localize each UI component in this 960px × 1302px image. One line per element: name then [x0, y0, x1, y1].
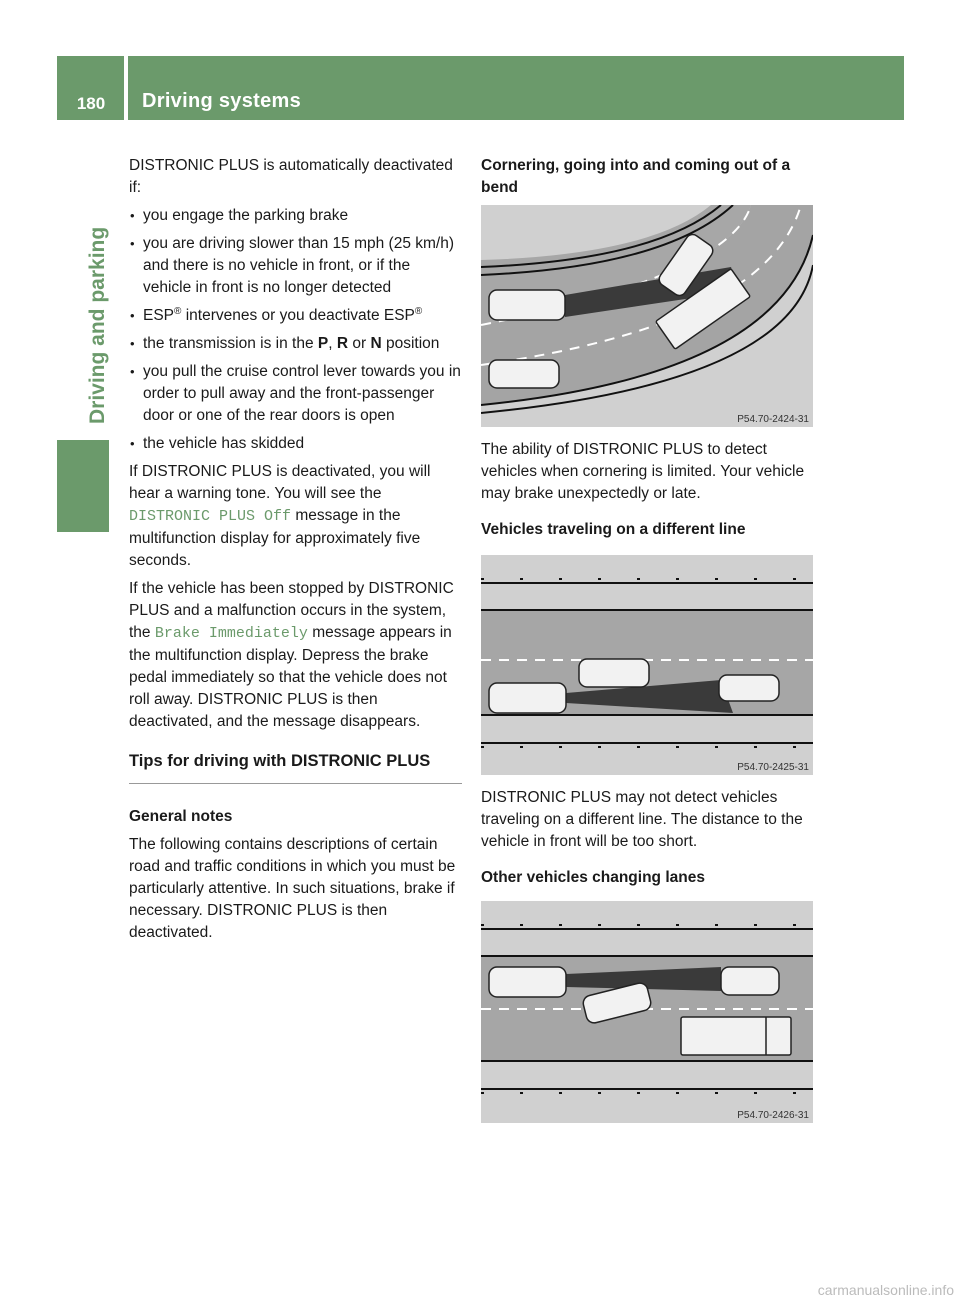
figure-code: P54.70-2426-31 — [737, 1110, 809, 1121]
malfunction-text: If the vehicle has been stopped by DISTRONIC PLUS and a malfunction occurs in the system, the Brake Immediately message appears in the multifunction display. Depress the brake pedal immediately so that the vehicle does not roll away. DISTRONIC PLUS is then deactivated, and the message disappears. — [129, 580, 454, 730]
section-title: Driving systems — [142, 90, 302, 112]
list-item: • you engage the parking brake — [129, 205, 462, 227]
display-message: DISTRONIC PLUS Off — [129, 508, 292, 525]
display-message: Brake Immediately — [154, 625, 308, 642]
list-item: • you are driving slower than 15 mph (25 km/h) and there is no vehicle in front, or if the vehicle in front is no longer detected — [129, 233, 462, 299]
intro-text: DISTRONIC PLUS is automatically deactivated if: — [129, 157, 453, 196]
left-column — [129, 155, 462, 950]
figure-title-changing-lanes: Other vehicles changing lanes — [481, 869, 705, 886]
side-tab-block — [57, 440, 109, 532]
figure-changing-lanes — [481, 901, 813, 1123]
registered-mark: ® — [174, 305, 182, 317]
watermark: carmanualsonline.info — [817, 1282, 954, 1298]
general-notes-heading: General notes — [129, 808, 233, 825]
list-item: • you pull the cruise control lever towards you in order to pull away and the front-passenger door or one of the rear doors is open — [129, 361, 462, 427]
page-number: 180 — [76, 94, 106, 113]
figure-title-different-line: Vehicles traveling on a different line — [481, 521, 746, 538]
deactivation-warning-text: If DISTRONIC PLUS is deactivated, you will hear a warning tone. You will see the DISTRONIC PLUS Off message in the multifunction display for approximately five seconds. — [129, 463, 431, 569]
right-column — [481, 155, 813, 1135]
list-item: • the vehicle has skidded — [129, 433, 462, 455]
list-item: • ESP® intervenes or you deactivate ESP® — [129, 305, 462, 327]
cornering-text: The ability of DISTRONIC PLUS to detect vehicles when cornering is limited. Your vehicle may brake unexpectedly or late. — [481, 441, 805, 502]
different-line-illustration — [481, 555, 813, 775]
side-tab-label: Driving and parking — [86, 226, 109, 424]
figure-different-line — [481, 555, 813, 775]
list-item: • the transmission is in the P, R or N position — [129, 333, 462, 355]
changing-lanes-illustration — [481, 901, 813, 1123]
header-divider — [124, 56, 128, 120]
figure-code: P54.70-2425-31 — [737, 762, 809, 773]
deactivation-list — [129, 205, 462, 455]
registered-mark: ® — [414, 305, 423, 317]
figure-code: P54.70-2424-31 — [737, 414, 809, 425]
figure-title-cornering: Cornering, going into and coming out of a bend — [481, 157, 791, 196]
figure-cornering — [481, 205, 813, 427]
tips-heading: Tips for driving with DISTRONIC PLUS — [129, 750, 462, 784]
cornering-illustration — [481, 205, 813, 427]
general-notes-text: The following contains descriptions of certain road and traffic conditions in which you must be particularly attentive. In such situations, brake if necessary. DISTRONIC PLUS is then deactivated. — [129, 836, 456, 941]
different-line-text: DISTRONIC PLUS may not detect vehicles traveling on a different line. The distance to the vehicle in front will be too short. — [481, 789, 803, 850]
